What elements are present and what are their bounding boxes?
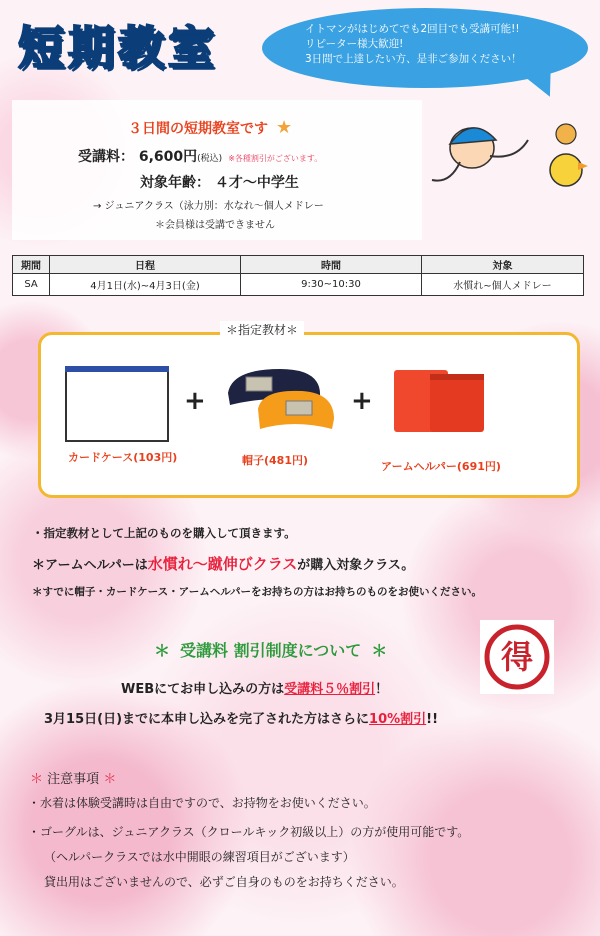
note-item: ・ゴーグルは、ジュニアクラス（クロールキック初級以上）の方が使用可能です。 [28, 825, 470, 839]
deadline-discount-line [44, 708, 438, 727]
fee-line [78, 146, 322, 166]
swim-cap-image [222, 363, 338, 439]
purchase-note-2-suffix: が購入対象クラス。 [297, 558, 415, 573]
purchase-note-2-highlight: 水慣れ〜蹴伸びクラス [147, 555, 298, 573]
schedule-header: 時間 [241, 256, 422, 274]
junior-class-note: → ジュニアクラス（泳力別：水なれ〜個人メドレー [93, 201, 324, 212]
note-item: ・水着は体験受講時は自由ですので、お持物をお使いください。 [28, 796, 376, 810]
asterisk-icon: ＊ [30, 772, 44, 787]
web-discount-suffix: ！ [375, 682, 389, 697]
schedule-table [12, 255, 584, 296]
toku-badge-text: 得 [500, 638, 534, 676]
bubble-line: 3日間で上達したい方、是非ご参加ください！ [305, 53, 522, 65]
swimmer-illustration [420, 100, 596, 200]
arm-helper-image [390, 366, 488, 436]
deadline-suffix: !! [426, 712, 439, 727]
schedule-header-row [13, 256, 584, 274]
schedule-header: 対象 [422, 256, 584, 274]
schedule-header: 日程 [50, 256, 241, 274]
deadline-highlight: 10%割引 [369, 712, 427, 727]
web-discount-prefix: WEBにてお申し込みの方は [121, 682, 285, 697]
notes-heading-text: 注意事項 [47, 772, 100, 787]
fee-tax: (税込) [197, 154, 223, 164]
purchase-note-2-prefix: ＊アームヘルパーは [32, 558, 148, 573]
schedule-cell: 4月1日(水)~4月3日(金) [50, 274, 241, 296]
table-row [13, 274, 584, 296]
asterisk-icon: ＊ [371, 641, 388, 660]
purchase-note-3: ＊すでに帽子・カードケース・アームヘルパーをお持ちの方はお持ちのものをお使いください。 [32, 586, 483, 598]
card-case-label: カードケース(103円) [68, 451, 178, 464]
purchase-note-1: ・指定教材として上記のものを購入して頂きます。 [32, 526, 296, 540]
card-case-image [65, 366, 169, 442]
swim-cap-label: 帽子(481円) [242, 454, 309, 467]
discount-heading-text: 受講料 割引制度について [180, 641, 362, 660]
schedule-cell: SA [13, 274, 50, 296]
purchase-note-2 [32, 553, 414, 574]
page-title: 短期教室 [18, 21, 218, 75]
age-label: 対象年齢： [140, 175, 210, 191]
plus-sign: + [351, 386, 373, 416]
fee-value: 6,600円 [138, 149, 198, 165]
toku-badge-icon [480, 620, 554, 694]
note-item: 貸出用はございませんので、必ずご自身のものをお持ちください。 [44, 875, 404, 889]
fee-label: 受講料： [78, 149, 134, 165]
schedule-cell: 水慣れ~個人メドレー [422, 274, 584, 296]
asterisk-icon: ＊ [103, 772, 117, 787]
age-line [140, 172, 299, 192]
schedule-cell: 9:30~10:30 [241, 274, 422, 296]
bubble-line: イトマンがはじめてでも2回目でも受講可能!! [305, 23, 520, 35]
asterisk-icon: ＊ [154, 641, 171, 660]
fee-note: ※各種割引がございます。 [228, 154, 323, 163]
course-heading-text: ３日間の短期教室です [128, 121, 268, 137]
web-discount-line [121, 678, 388, 697]
arm-helper-label: アームヘルパー(691円) [381, 460, 501, 473]
materials-title: ＊指定教材＊ [220, 321, 304, 338]
speech-bubble-text [305, 22, 575, 67]
schedule-header: 期間 [13, 256, 50, 274]
course-heading [128, 117, 292, 138]
note-item: （ヘルパークラスでは水中開眼の練習項目がございます） [44, 850, 355, 864]
bubble-line: リピーター様大歓迎! [305, 38, 404, 50]
star-icon: ★ [276, 117, 293, 138]
plus-sign: + [184, 386, 206, 416]
member-note: ＊会員様は受講できません [155, 220, 275, 231]
age-value: ４才〜中学生 [214, 175, 299, 191]
notes-heading [30, 768, 116, 787]
discount-heading [144, 638, 397, 661]
card-case-zipper [65, 366, 169, 372]
deadline-prefix: 3月15日(日)までに本申し込みを完了された方はさらに [44, 712, 370, 727]
web-discount-highlight: 受講料５％割引 [284, 682, 376, 697]
